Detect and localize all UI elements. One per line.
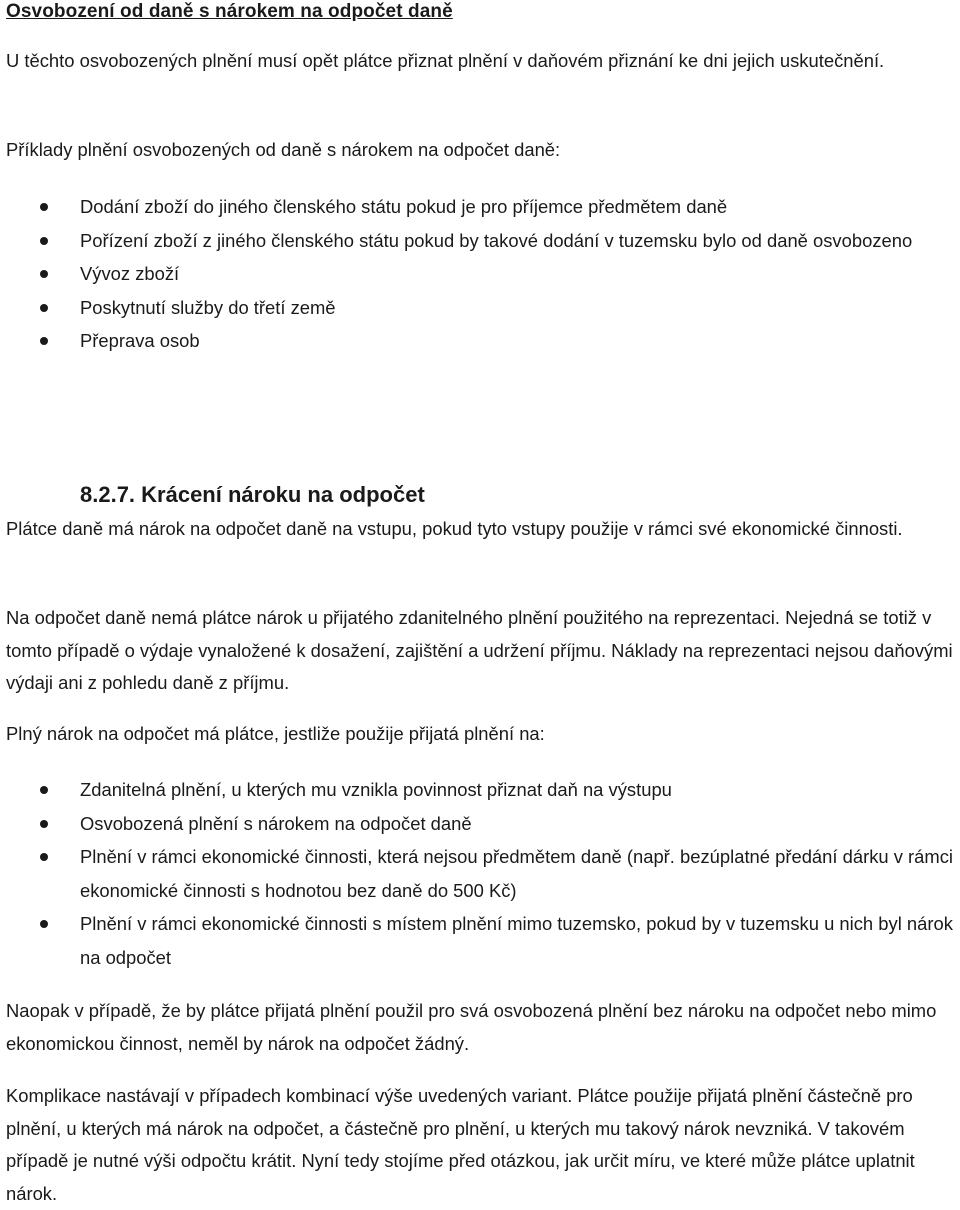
list-item (0, 907, 960, 974)
bullet-icon (40, 820, 48, 828)
bullet-icon (40, 853, 48, 861)
examples-list (0, 190, 960, 358)
examples-label: Příklady plnění osvobozených od daně s nárokem na odpočet daně: (6, 139, 561, 160)
list-item (0, 257, 960, 291)
list-item-text: Zdanitelná plnění, u kterých mu vznikla povinnost přiznat daň na výstupu (80, 779, 672, 800)
section-heading: 8.2.7. Krácení nároku na odpočet (80, 482, 425, 507)
list-item-text: Plnění v rámci ekonomické činnosti s místem plnění mimo tuzemsko, pokud by v tuzemsku u nich byl nárok na odpočet (80, 913, 953, 968)
list-item (0, 190, 960, 224)
list-item-text: Přeprava osob (80, 330, 200, 351)
list-item (0, 807, 960, 841)
paragraph-1: Plátce daně má nárok na odpočet daně na vstupu, pokud tyto vstupy použije v rámci své ekonomické činnosti. (6, 518, 903, 539)
paragraph-4: Naopak v případě, že by plátce přijatá plnění použil pro svá osvobozená plnění bez nároku na odpočet nebo mimo ekonomickou činnost, neměl by nárok na odpočet žádný. (6, 1000, 937, 1054)
bullet-icon (40, 270, 48, 278)
bullet-icon (40, 786, 48, 794)
section-title: Osvobození od daně s nárokem na odpočet daně (6, 1, 453, 22)
intro-paragraph: U těchto osvobozených plnění musí opět plátce přiznat plnění v daňovém přiznání ke dni jejich uskutečnění. (6, 50, 885, 71)
list-item-text: Plnění v rámci ekonomické činnosti, která nejsou předmětem daně (např. bezúplatné předání dárku v rámci ekonomické činnosti s hodnotou bez daně do 500 Kč) (80, 846, 953, 901)
bullet-icon (40, 337, 48, 345)
paragraph-5: Komplikace nastávají v případech kombinací výše uvedených variant. Plátce použije přijatá plnění částečně pro plnění, u kterých má nárok na odpočet, a částečně pro plnění, u kterých mu takový nárok nevzniká. V takovém případě je nutné výši odpočtu krátit. Nyní tedy stojíme před otázkou, jak určit míru, ve které může plátce uplatnit nárok. (6, 1085, 915, 1204)
list-item (0, 840, 960, 907)
paragraph-2: Na odpočet daně nemá plátce nárok u přijatého zdanitelného plnění použitého na reprezentaci. Nejedná se totiž v tomto případě o výdaje vynaložené k dosažení, zajištění a udržení příjmu. Náklady na reprezentaci nejsou daňovými výdaji ani z pohledu daně z příjmu. (6, 607, 953, 693)
bullet-icon (40, 304, 48, 312)
bullet-icon (40, 920, 48, 928)
list-item-text: Pořízení zboží z jiného členského státu pokud by takové dodání v tuzemsku bylo od daně osvobozeno (80, 229, 913, 251)
list-item (0, 291, 960, 325)
list-item-text: Osvobozená plnění s nárokem na odpočet daně (80, 812, 472, 834)
list-item (0, 224, 960, 258)
list-item-text: Dodání zboží do jiného členského státu pokud je pro příjemce předmětem daně (80, 196, 728, 217)
list-item-text: Vývoz zboží (80, 263, 180, 284)
entitlement-list (0, 773, 960, 974)
paragraph-3: Plný nárok na odpočet má plátce, jestliže použije přijatá plnění na: (6, 723, 545, 744)
list-item-text: Poskytnutí služby do třetí země (80, 296, 336, 318)
list-item (0, 773, 960, 807)
bullet-icon (40, 203, 48, 211)
bullet-icon (40, 237, 48, 245)
list-item (0, 324, 960, 358)
